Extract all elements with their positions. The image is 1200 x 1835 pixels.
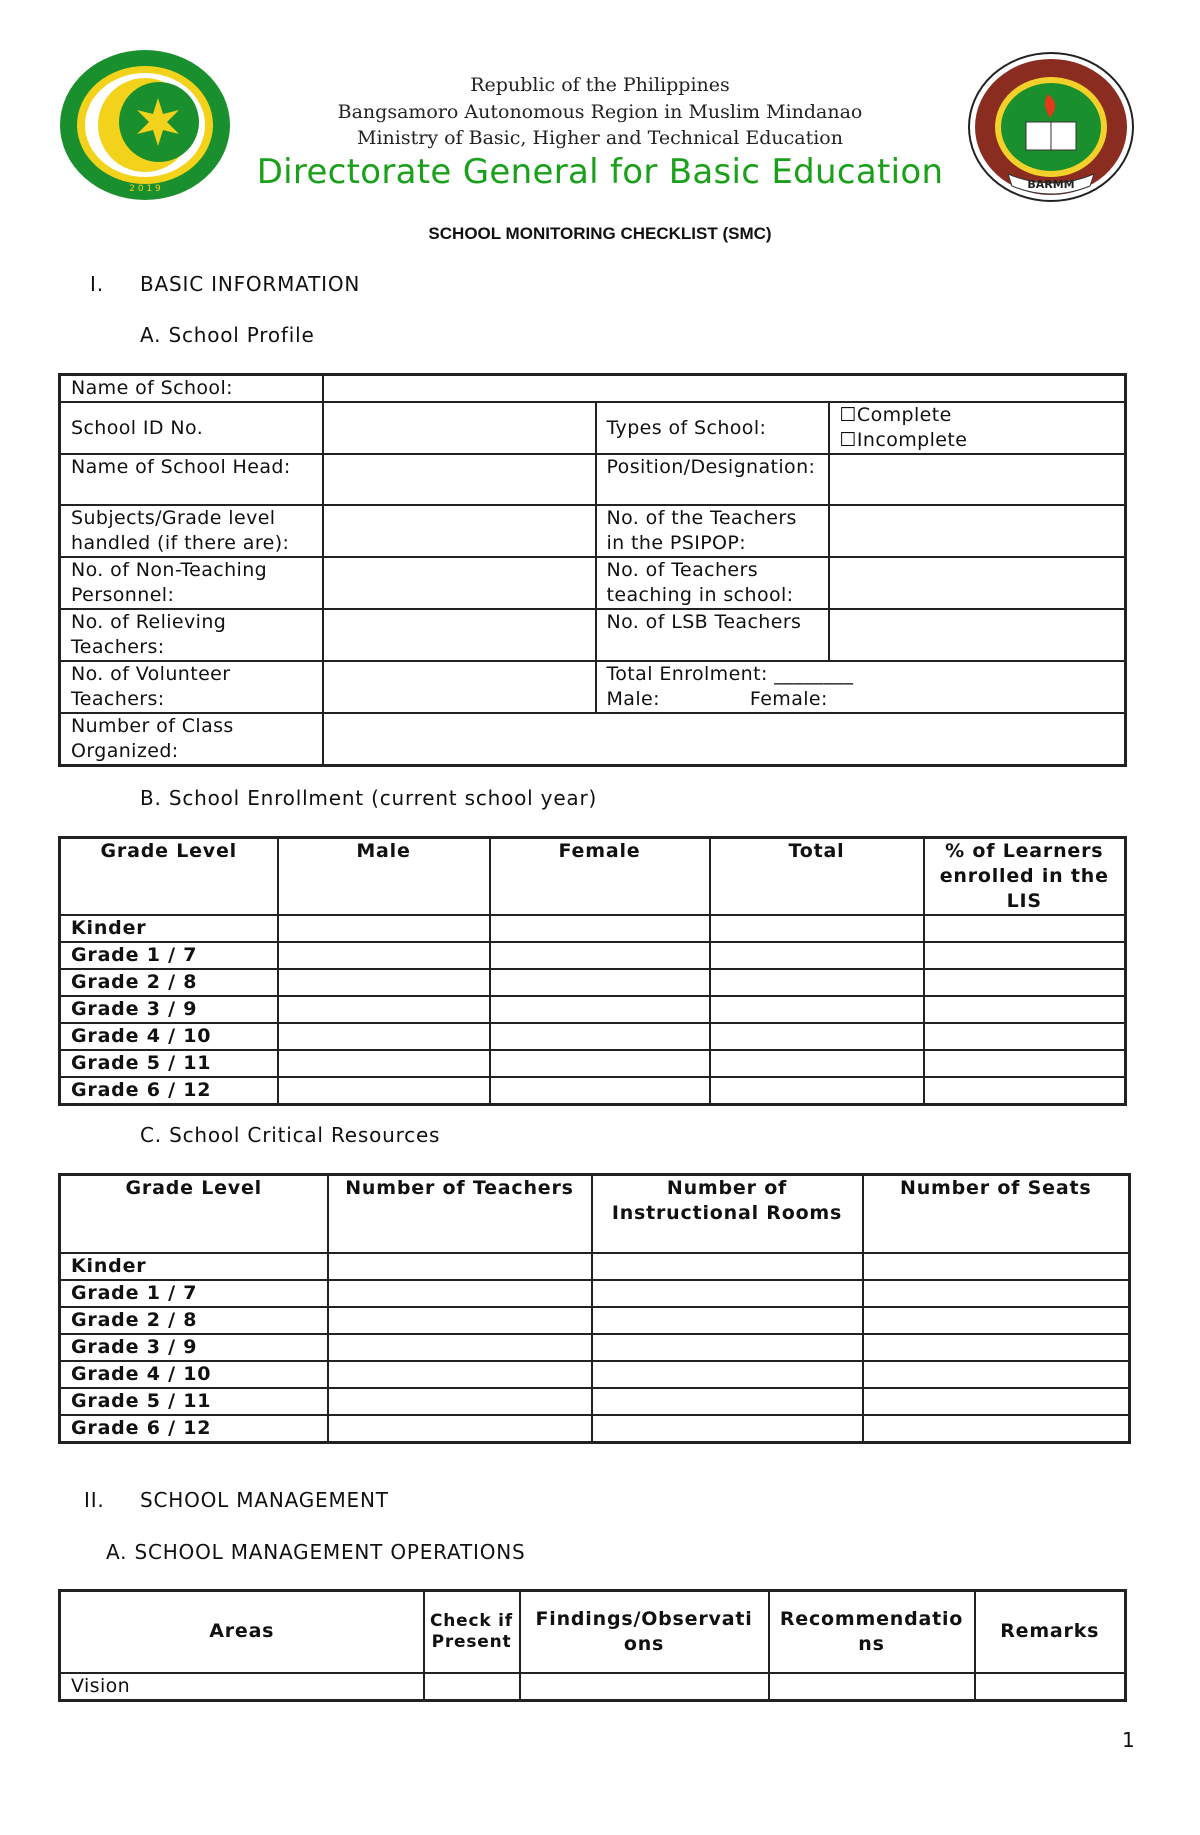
- label-psipop: No. of the Teachers in the PSIPOP:: [596, 505, 829, 557]
- section-1-title: BASIC INFORMATION: [140, 272, 361, 296]
- resources-grade-label: Grade 2 / 8: [60, 1307, 328, 1334]
- resources-header-grade: Grade Level: [60, 1175, 328, 1253]
- resources-header-rooms: Number of Instructional Rooms: [592, 1175, 863, 1253]
- resources-grade-label: Grade 4 / 10: [60, 1361, 328, 1388]
- enrollment-grade-label: Grade 3 / 9: [60, 996, 278, 1023]
- enrollment-grade-label: Grade 6 / 12: [60, 1077, 278, 1105]
- ops-row-label: Vision: [60, 1673, 424, 1701]
- subsection-school-profile: A. School Profile: [140, 323, 315, 347]
- enrollment-grade-label: Grade 1 / 7: [60, 942, 278, 969]
- label-relieving: No. of Relieving Teachers:: [60, 609, 323, 661]
- document-title: SCHOOL MONITORING CHECKLIST (SMC): [428, 224, 772, 243]
- resources-cell[interactable]: [863, 1253, 1130, 1280]
- ops-cell-recommendations[interactable]: [769, 1673, 975, 1701]
- enrollment-table: [58, 836, 1127, 1106]
- resources-row: [60, 1388, 1130, 1415]
- header-ministry: Ministry of Basic, Higher and Technical Education: [357, 127, 843, 149]
- ops-header-check: Check if Present: [424, 1591, 520, 1673]
- resources-cell[interactable]: [592, 1280, 863, 1307]
- ops-cell-check[interactable]: [424, 1673, 520, 1701]
- enrollment-row: [60, 1023, 1126, 1050]
- label-male: Male:: [606, 688, 660, 710]
- enrollment-cell[interactable]: [490, 1077, 710, 1105]
- field-volunteer[interactable]: [323, 661, 596, 713]
- enrollment-cell[interactable]: [490, 1023, 710, 1050]
- resources-cell[interactable]: [328, 1307, 592, 1334]
- resources-grade-label: Grade 5 / 11: [60, 1388, 328, 1415]
- enrollment-cell[interactable]: [710, 915, 924, 942]
- field-lsb[interactable]: [829, 609, 1126, 661]
- resources-row: [60, 1307, 1130, 1334]
- label-class-organized: Number of Class Organized:: [60, 713, 323, 766]
- critical-resources-table: [58, 1173, 1131, 1444]
- checkbox-incomplete[interactable]: ☐Incomplete: [839, 429, 968, 451]
- resources-cell[interactable]: [328, 1388, 592, 1415]
- resources-cell[interactable]: [328, 1280, 592, 1307]
- enrollment-cell[interactable]: [278, 915, 490, 942]
- label-female: Female:: [749, 688, 828, 710]
- school-profile-table: [58, 373, 1127, 767]
- label-types-of-school: Types of School:: [596, 402, 829, 454]
- enrollment-cell[interactable]: [278, 1023, 490, 1050]
- field-class-organized[interactable]: [323, 713, 1126, 766]
- subsection-enrollment: B. School Enrollment (current school year): [140, 786, 598, 810]
- enrollment-cell[interactable]: [710, 1077, 924, 1105]
- enrollment-cell[interactable]: [710, 996, 924, 1023]
- resources-header-seats: Number of Seats: [863, 1175, 1130, 1253]
- enrollment-row: [60, 1077, 1126, 1105]
- resources-grade-label: Grade 1 / 7: [60, 1280, 328, 1307]
- enrollment-cell[interactable]: [924, 942, 1126, 969]
- label-name-of-school: Name of School:: [60, 375, 323, 403]
- field-school-head[interactable]: [323, 454, 596, 505]
- subsection-critical-resources: C. School Critical Resources: [140, 1123, 441, 1147]
- logo-banner: BARMM: [1027, 178, 1075, 191]
- field-teaching-in-school[interactable]: [829, 557, 1126, 609]
- header-region: Bangsamoro Autonomous Region in Muslim Mindanao: [337, 101, 863, 123]
- field-non-teaching[interactable]: [323, 557, 596, 609]
- enrollment-cell[interactable]: [490, 915, 710, 942]
- ops-cell-findings[interactable]: [520, 1673, 769, 1701]
- resources-cell[interactable]: [592, 1415, 863, 1443]
- resources-cell[interactable]: [592, 1307, 863, 1334]
- enrollment-cell[interactable]: [924, 969, 1126, 996]
- enrollment-cell[interactable]: [490, 1050, 710, 1077]
- resources-cell[interactable]: [328, 1361, 592, 1388]
- enrollment-cell[interactable]: [710, 942, 924, 969]
- enrollment-cell[interactable]: [924, 1077, 1126, 1105]
- enrollment-cell[interactable]: [924, 1050, 1126, 1077]
- resources-cell[interactable]: [592, 1253, 863, 1280]
- resources-grade-label: Grade 3 / 9: [60, 1334, 328, 1361]
- resources-cell[interactable]: [592, 1388, 863, 1415]
- enrollment-cell[interactable]: [278, 996, 490, 1023]
- logo-year: 2 0 1 9: [129, 184, 161, 194]
- label-total-enrolment: Total Enrolment: ________: [606, 663, 854, 685]
- resources-cell[interactable]: [863, 1307, 1130, 1334]
- enrollment-cell[interactable]: [490, 969, 710, 996]
- section-1-number: I.: [90, 272, 104, 296]
- label-teaching-in-school: No. of Teachers teaching in school:: [596, 557, 829, 609]
- resources-cell[interactable]: [592, 1334, 863, 1361]
- enrollment-cell[interactable]: [278, 942, 490, 969]
- ops-cell-remarks[interactable]: [975, 1673, 1126, 1701]
- field-name-of-school[interactable]: [323, 375, 1126, 403]
- ops-header-areas: Areas: [60, 1591, 424, 1673]
- resources-cell[interactable]: [592, 1361, 863, 1388]
- field-school-id[interactable]: [323, 402, 596, 454]
- section-2-number: II.: [84, 1488, 105, 1512]
- field-position[interactable]: [829, 454, 1126, 505]
- ops-header-remarks: Remarks: [975, 1591, 1126, 1673]
- enrollment-cell[interactable]: [710, 969, 924, 996]
- resources-row: [60, 1415, 1130, 1443]
- header-republic: Republic of the Philippines: [470, 74, 730, 96]
- label-non-teaching: No. of Non-Teaching Personnel:: [60, 557, 323, 609]
- enrollment-row: [60, 942, 1126, 969]
- enrollment-cell[interactable]: [278, 1077, 490, 1105]
- enrollment-cell[interactable]: [490, 996, 710, 1023]
- resources-row: [60, 1280, 1130, 1307]
- field-relieving[interactable]: [323, 609, 596, 661]
- field-subjects[interactable]: [323, 505, 596, 557]
- resources-cell[interactable]: [863, 1415, 1130, 1443]
- enrollment-row: [60, 1050, 1126, 1077]
- resources-cell[interactable]: [328, 1253, 592, 1280]
- enrollment-header-grade: Grade Level: [60, 838, 278, 916]
- enrollment-row: [60, 996, 1126, 1023]
- enrollment-cell[interactable]: [278, 1050, 490, 1077]
- field-psipop[interactable]: [829, 505, 1126, 557]
- resources-cell[interactable]: [863, 1388, 1130, 1415]
- label-school-head: Name of School Head:: [60, 454, 323, 505]
- label-lsb: No. of LSB Teachers: [596, 609, 829, 661]
- enrollment-grade-label: Grade 2 / 8: [60, 969, 278, 996]
- enrollment-grade-label: Grade 5 / 11: [60, 1050, 278, 1077]
- resources-cell[interactable]: [863, 1280, 1130, 1307]
- label-school-id: School ID No.: [60, 402, 323, 454]
- enrollment-cell[interactable]: [924, 996, 1126, 1023]
- resources-grade-label: Grade 6 / 12: [60, 1415, 328, 1443]
- enrollment-cell[interactable]: [490, 942, 710, 969]
- checkbox-complete[interactable]: ☐Complete: [839, 404, 952, 426]
- subsection-management-operations: A. SCHOOL MANAGEMENT OPERATIONS: [106, 1540, 526, 1564]
- enrollment-grade-label: Kinder: [60, 915, 278, 942]
- resources-cell[interactable]: [328, 1415, 592, 1443]
- resources-header-teachers: Number of Teachers: [328, 1175, 592, 1253]
- enrollment-grade-label: Grade 4 / 10: [60, 1023, 278, 1050]
- resources-row: [60, 1334, 1130, 1361]
- resources-row: [60, 1361, 1130, 1388]
- enrollment-cell[interactable]: [710, 1050, 924, 1077]
- label-subjects: Subjects/Grade level handled (if there are):: [60, 505, 323, 557]
- resources-grade-label: Kinder: [60, 1253, 328, 1280]
- resources-cell[interactable]: [328, 1334, 592, 1361]
- enrollment-header-lis: % of Learners enrolled in the LIS: [924, 838, 1126, 916]
- enrollment-cell[interactable]: [278, 969, 490, 996]
- enrollment-header-male: Male: [278, 838, 490, 916]
- enrollment-cell[interactable]: [924, 915, 1126, 942]
- enrollment-header-female: Female: [490, 838, 710, 916]
- management-operations-table: [58, 1589, 1127, 1702]
- ops-header-findings: Findings/Observations: [520, 1591, 769, 1673]
- enrollment-header-total: Total: [710, 838, 924, 916]
- enrollment-cell[interactable]: [924, 1023, 1126, 1050]
- enrollment-row: [60, 969, 1126, 996]
- ops-header-recommendations: Recommendations: [769, 1591, 975, 1673]
- enrollment-row: [60, 915, 1126, 942]
- enrollment-cell[interactable]: [710, 1023, 924, 1050]
- label-position: Position/Designation:: [596, 454, 829, 505]
- label-volunteer: No. of Volunteer Teachers:: [60, 661, 323, 713]
- resources-cell[interactable]: [863, 1361, 1130, 1388]
- page-number: 1: [1122, 1728, 1135, 1752]
- header-directorate: Directorate General for Basic Education: [256, 152, 944, 192]
- resources-row: [60, 1253, 1130, 1280]
- resources-cell[interactable]: [863, 1334, 1130, 1361]
- section-2-title: SCHOOL MANAGEMENT: [140, 1488, 389, 1512]
